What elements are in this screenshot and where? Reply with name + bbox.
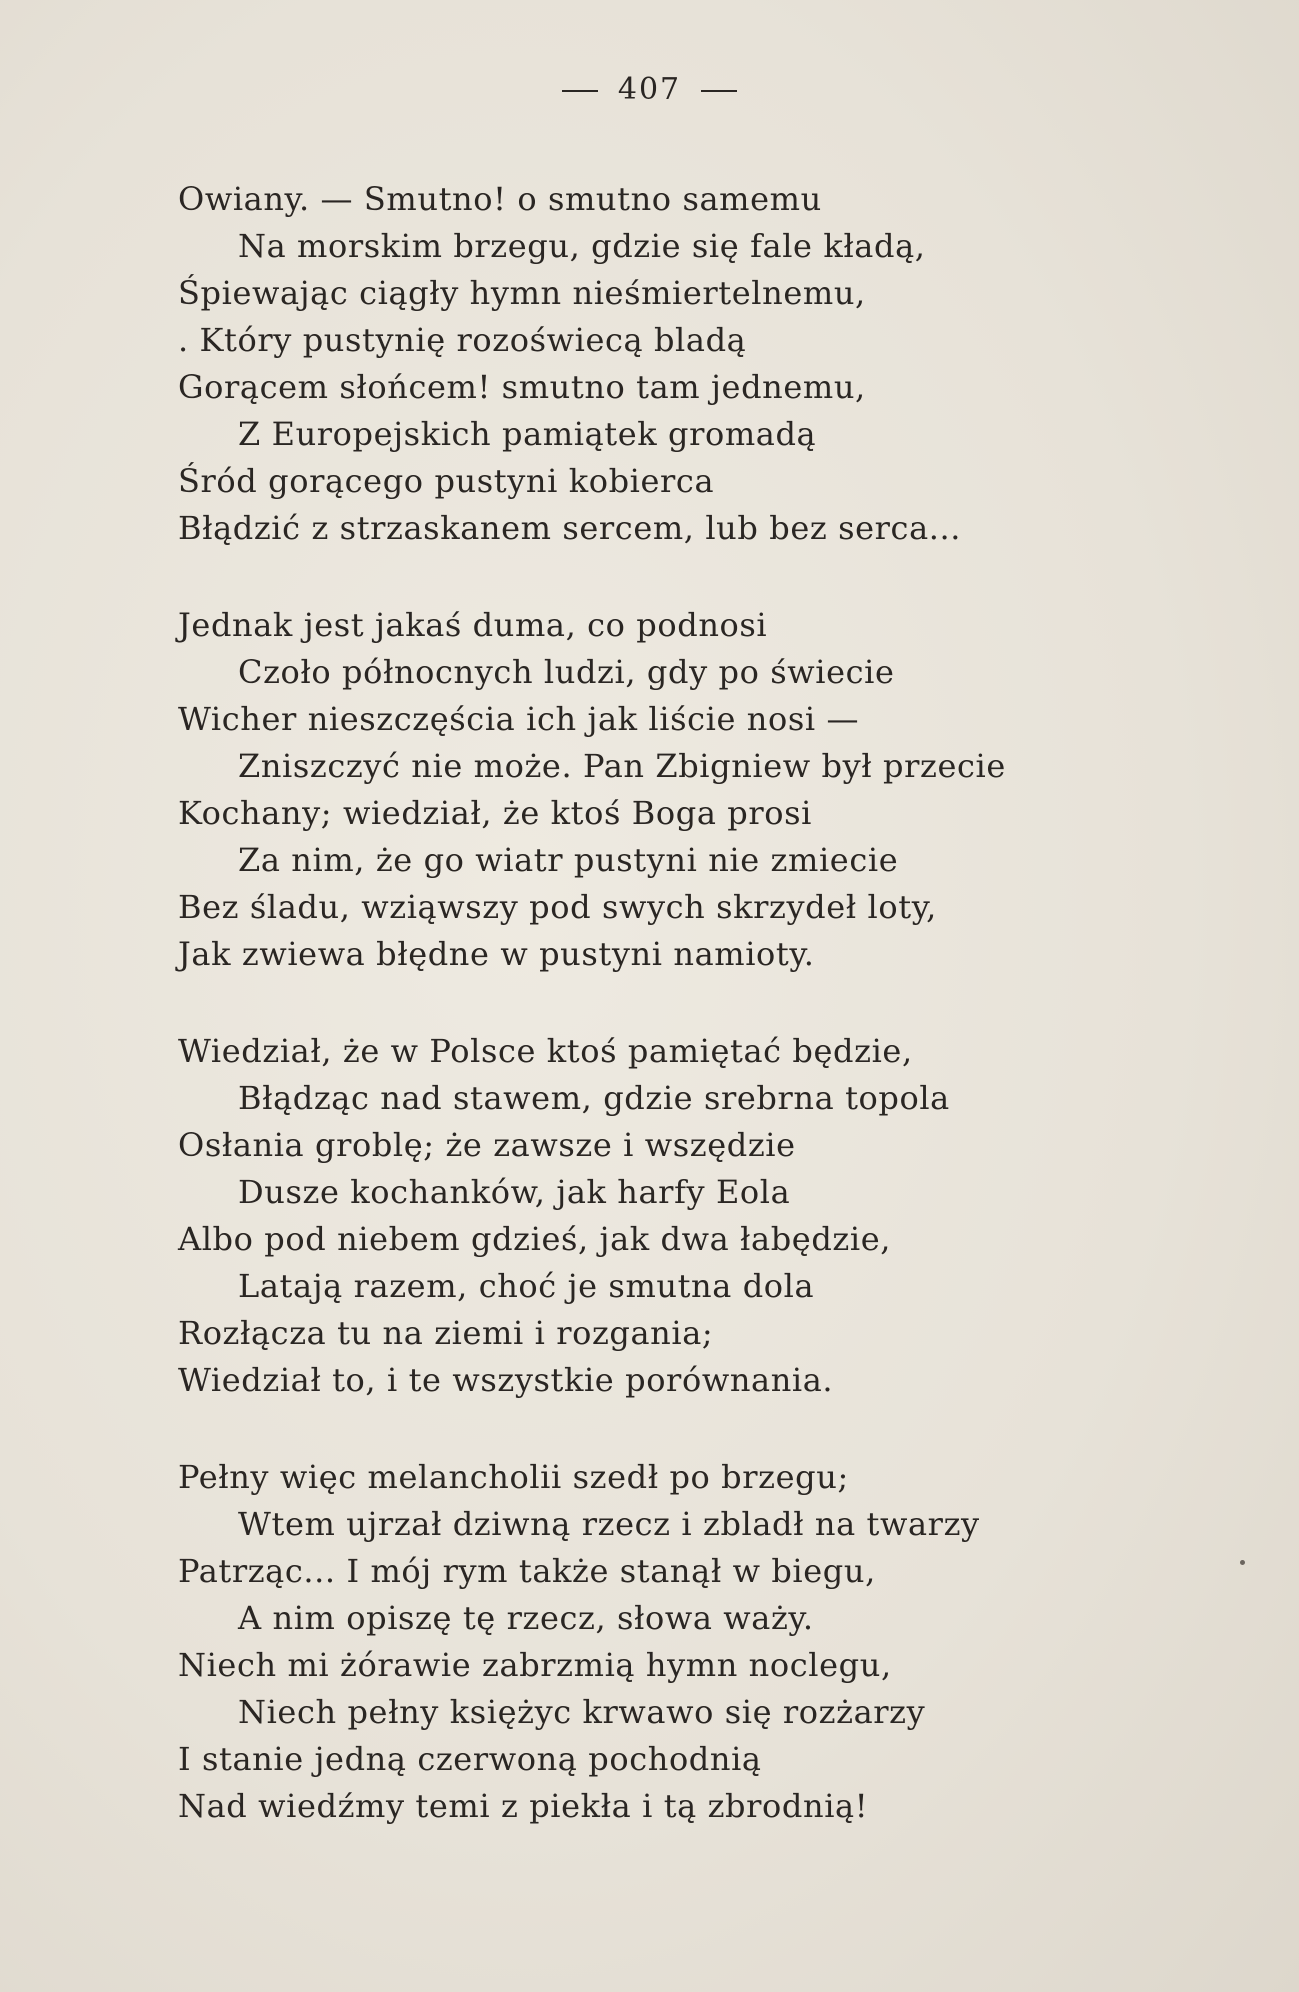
verse-line: Śpiewając ciągły hymn nieśmiertelnemu, [178, 274, 866, 312]
verse-line: Śród gorącego pustyni kobierca [178, 462, 715, 500]
verse-line: Gorącem słońcem! smutno tam jednemu, [178, 368, 866, 406]
verse-line: Z Europejskich pamiątek gromadą [238, 415, 817, 453]
verse-line: Za nim, że go wiatr pustyni nie zmiecie [238, 841, 899, 879]
verse-line: Niech pełny księżyc krwawo się rozżarzy [238, 1693, 926, 1731]
verse-line: Latają razem, choć je smutna dola [238, 1267, 815, 1305]
stanza-1 [178, 176, 1238, 552]
paper-speck [1240, 1560, 1245, 1565]
verse-line: Jak zwiewa błędne w pustyni namioty. [178, 935, 815, 973]
right-dash [701, 90, 737, 92]
verse-line: Wicher nieszczęścia ich jak liście nosi — [178, 700, 860, 738]
stanza-2 [178, 602, 1238, 978]
left-dash [562, 90, 598, 92]
verse-line: Błądzić z strzaskanem sercem, lub bez serca... [178, 509, 962, 547]
verse-line: Rozłącza tu na ziemi i rozgania; [178, 1314, 714, 1352]
verse-line: Albo pod niebem gdzieś, jak dwa łabędzie, [178, 1220, 892, 1258]
verse-line: Nad wiedźmy temi z piekła i tą zbrodnią! [178, 1787, 869, 1825]
verse-line: Zniszczyć nie może. Pan Zbigniew był przecie [238, 747, 1006, 785]
verse-line: Wiedział, że w Polsce ktoś pamiętać będzie, [178, 1032, 913, 1070]
verse-line: I stanie jedną czerwoną pochodnią [178, 1740, 762, 1778]
verse-line: Niech mi żórawie zabrzmią hymn noclegu, [178, 1646, 892, 1684]
verse-line: Kochany; wiedział, że ktoś Boga prosi [178, 794, 812, 832]
stanza-4 [178, 1454, 1238, 1830]
verse-line: Błądząc nad stawem, gdzie srebrna topola [238, 1079, 950, 1117]
verse-line: Owiany. — Smutno! o smutno samemu [178, 180, 822, 218]
verse-line: Na morskim brzegu, gdzie się fale kładą, [238, 227, 926, 265]
verse-line: A nim opiszę tę rzecz, słowa waży. [238, 1599, 814, 1637]
page-number: 407 [617, 72, 682, 107]
verse-line: Czoło północnych ludzi, gdy po świecie [238, 653, 895, 691]
verse-line: Patrząc... I mój rym także stanął w biegu, [178, 1552, 876, 1590]
stanza-3 [178, 1028, 1238, 1404]
verse-line: Pełny więc melancholii szedł po brzegu; [178, 1458, 849, 1496]
verse-line: Wtem ujrzał dziwną rzecz i zbladł na twarzy [238, 1505, 980, 1543]
poem [178, 176, 1238, 1880]
page-number-header [0, 72, 1299, 107]
verse-line: Osłania groblę; że zawsze i wszędzie [178, 1126, 796, 1164]
verse-line: Jednak jest jakaś duma, co podnosi [178, 606, 768, 644]
verse-line: Bez śladu, wziąwszy pod swych skrzydeł loty, [178, 888, 937, 926]
verse-line: . Który pustynię rozoświecą bladą [178, 321, 747, 359]
verse-line: Wiedział to, i te wszystkie porównania. [178, 1361, 834, 1399]
verse-line: Dusze kochanków, jak harfy Eola [238, 1173, 791, 1211]
